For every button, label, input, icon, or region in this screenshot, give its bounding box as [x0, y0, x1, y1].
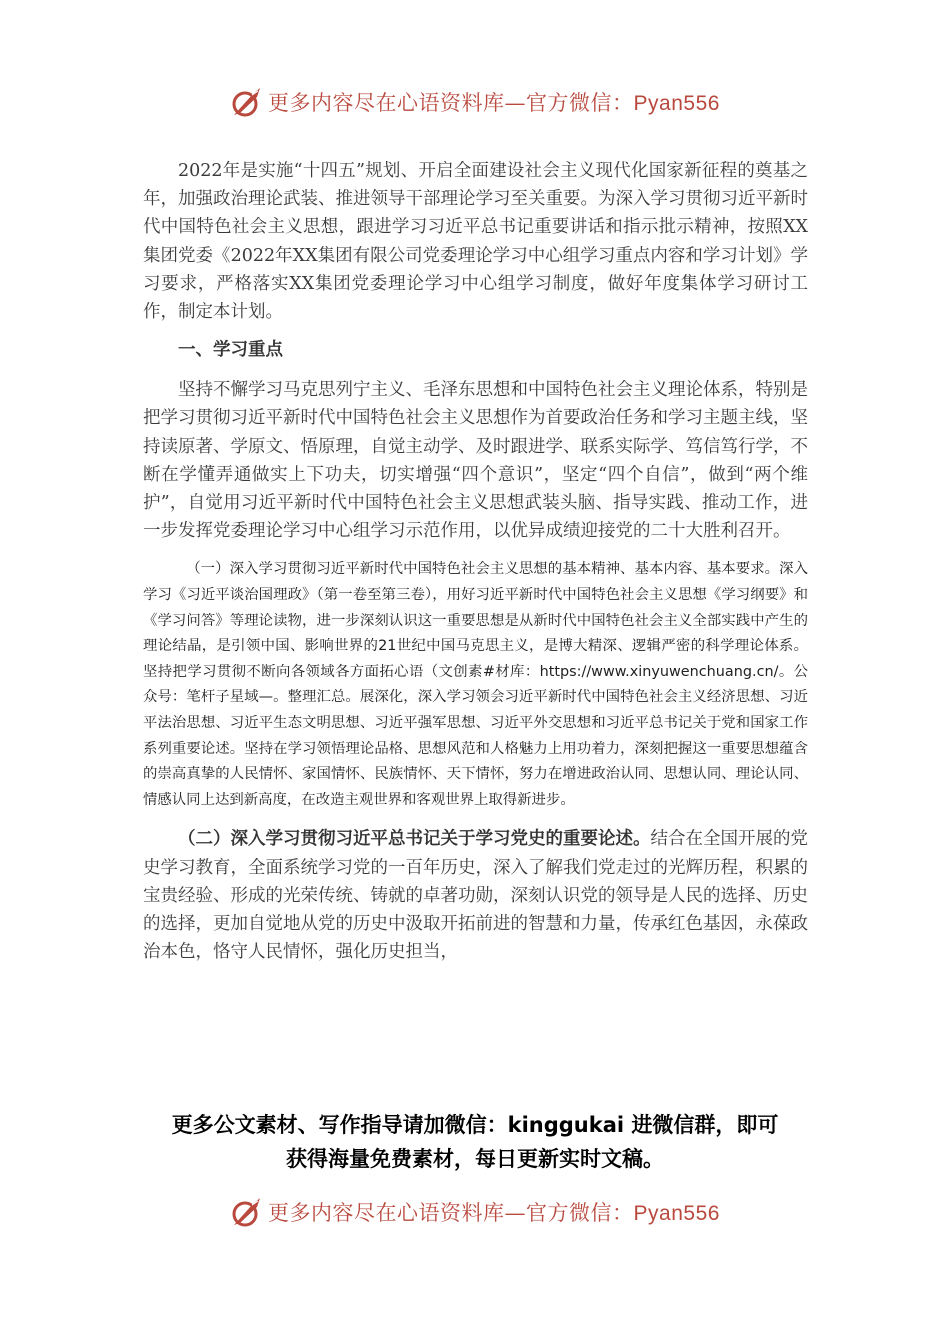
document-body [143, 157, 808, 966]
item1-paragraph: （一）深入学习贯彻习近平新时代中国特色社会主义思想的基本精神、基本内容、基本要求。深入学习《习近平谈治国理政》（第一卷至第三卷），用好习近平新时代中国特色社会主义思想《学习纲要》和《学习问答》等理论读物，进一步深刻认识这一重要思想是从新时代中国特色社会主义全部实践中产生的理论结晶，是引领中国、影响世界的21世纪中国马克思主义，是博大精深、逻辑严密的科学理论体系。坚持把学习贯彻不断向各领域各方面拓心语（文创素#材库：https://www.xinyuwenchuang.cn/。公众号：笔杆子星域—。整理汇总。展深化，深入学习领会习近平新时代中国特色社会主义经济思想、习近平法治思想、习近平生态文明思想、习近平强军思想、习近平外交思想和习近平总书记关于党和国家工作系列重要论述。坚持在学习领悟理论品格、思想风范和人格魅力上用功着力，深刻把握这一重要思想蕴含的崇高真挚的人民情怀、家国情怀、民族情怀、天下情怀，努力在增进政治认同、思想认同、理论认同、情感认同上达到新高度，在改造主观世界和客观世界上取得新进步。 [143, 561, 808, 808]
item2-text: 结合在全国开展的党史学习教育，全面系统学习党的一百年历史，深入了解我们党走过的光辉历程，积累的宝贵经验、形成的光荣传统、铸就的卓著功勋，深刻认识党的领导是人民的选择、历史的选择，更加自觉地从党的历史中汲取开拓前进的智慧和力量，传承红色基因，永葆政治本色，恪守人民情怀，强化历史担当， [143, 829, 808, 963]
footer-banner-label: 更多内容尽在心语资料库—官方微信： [268, 1201, 634, 1225]
promo-line-2: 获得海量免费素材，每日更新实时文稿。 [286, 1147, 664, 1171]
footer-banner-text [268, 1197, 720, 1227]
footer-wechat-id: Pyan556 [633, 1202, 720, 1225]
quill-logo-icon [230, 85, 264, 119]
header-wechat-id: Pyan556 [633, 92, 720, 115]
header-banner-text [268, 87, 720, 117]
header-banner [0, 82, 950, 122]
promo-line-1: 更多公文素材、写作指导请加微信：kinggukai 进微信群，即可 [171, 1113, 779, 1137]
intro-paragraph: 2022年是实施“十四五”规划、开启全面建设社会主义现代化国家新征程的奠基之年，加强政治理论武装、推进领导干部理论学习至关重要。为深入学习贯彻习近平新时代中国特色社会主义思想，跟进学习习近平总书记重要讲话和指示批示精神，按照XX集团党委《2022年XX集团有限公司党委理论学习中心组学习重点内容和学习计划》学习要求，严格落实XX集团党委理论学习中心组学习制度，做好年度集体学习研讨工作，制定本计划。 [143, 161, 808, 323]
section-heading: 一、学习重点 [178, 340, 283, 361]
promo-notice [120, 1108, 830, 1176]
header-banner-label: 更多内容尽在心语资料库—官方微信： [268, 91, 634, 115]
item2-paragraph [143, 825, 808, 966]
focus-paragraph: 坚持不懈学习马克思列宁主义、毛泽东思想和中国特色社会主义理论体系，特别是把学习贯彻习近平新时代中国特色社会主义思想作为首要政治任务和学习主题主线，坚持读原著、学原文、悟原理，自觉主动学、及时跟进学、联系实际学、笃信笃行学，不断在学懂弄通做实上下功夫，切实增强“四个意识”，坚定“四个自信”，做到“两个维护”，自觉用习近平新时代中国特色社会主义思想武装头脑、指导实践、推动工作，进一步发挥党委理论学习中心组学习示范作用，以优异成绩迎接党的二十大胜利召开。 [143, 380, 808, 542]
footer-banner [0, 1192, 950, 1232]
quill-logo-icon [230, 1195, 264, 1229]
item2-title: （二）深入学习贯彻习近平总书记关于学习党史的重要论述。 [178, 829, 651, 850]
